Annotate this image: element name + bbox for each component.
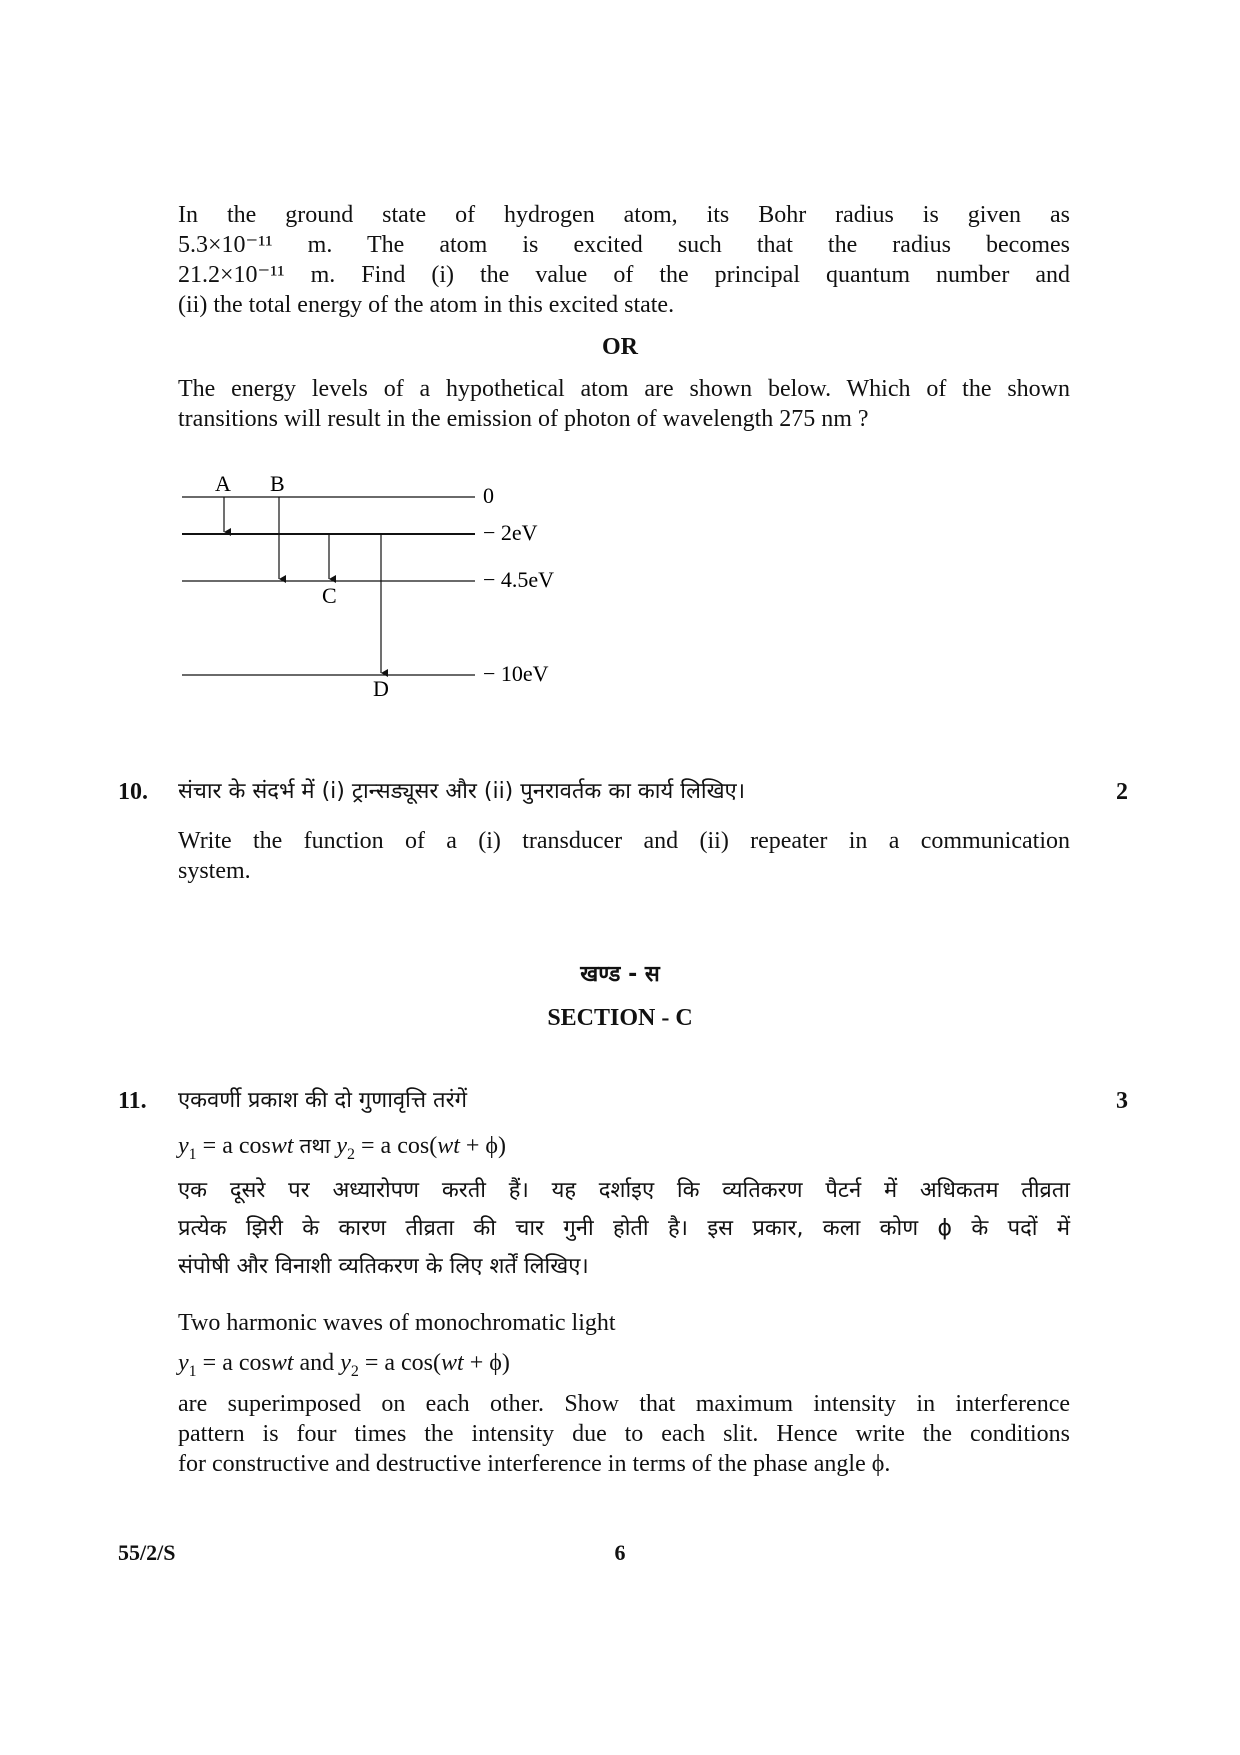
q11-hindi-line: एक दूसरे पर अध्यारोपण करती हैं। यह दर्शाइए कि व्यतिकरण पैटर्न में अधिकतम तीव्रता xyxy=(178,1178,1070,1203)
q9-line: (ii) the total energy of the atom in this excited state. xyxy=(178,292,675,318)
paper-code: 55/2/S xyxy=(118,1540,176,1565)
q11-line: are superimposed on each other. Show that maximum intensity in interference xyxy=(178,1391,1070,1417)
q9-alt-line: The energy levels of a hypothetical atom are shown below. Which of the shown xyxy=(178,376,1070,402)
energy-level-label: 0 xyxy=(483,483,494,508)
formula-join-english: and xyxy=(299,1350,335,1376)
section-heading: SECTION - C xyxy=(547,1005,693,1031)
transition-label-c: C xyxy=(322,583,337,608)
q9-alt-line: transitions will result in the emission of photon of wavelength 275 nm ? xyxy=(178,406,869,432)
q11-formula-english: $y_1 = a$ coswt and $y_2 = a$ cos(wt + ϕ) xyxy=(178,1350,510,1380)
section-heading-hindi: खण्ड - स xyxy=(580,962,660,987)
q9-question-text xyxy=(178,200,1070,320)
formula-join-hindi: तथा xyxy=(299,1134,331,1158)
q10-marks: 2 xyxy=(1116,779,1128,805)
q9-line: In the ground state of hydrogen atom, its Bohr radius is given as xyxy=(178,202,1070,228)
q9-line: 5.3×10⁻¹¹ m. The atom is excited such that the radius becomes xyxy=(178,232,1070,258)
q11-hindi-title: एकवर्णी प्रकाश की दो गुणावृत्ति तरंगें xyxy=(178,1088,467,1113)
q11-hindi-text xyxy=(178,1172,1070,1286)
q10-line: Write the function of a (i) transducer and (ii) repeater in a communication xyxy=(178,828,1070,854)
energy-level-label: − 10eV xyxy=(483,661,549,686)
page-number: 6 xyxy=(614,1540,626,1565)
energy-level-diagram xyxy=(170,460,590,720)
or-heading: OR xyxy=(602,334,638,360)
transition-label-d: D xyxy=(373,676,389,701)
q11-hindi-line: संपोषी और विनाशी व्यतिकरण के लिए शर्तें लिखिए। xyxy=(178,1254,589,1279)
q11-line: pattern is four times the intensity due to each slit. Hence write the conditions xyxy=(178,1421,1070,1447)
q11-number: 11. xyxy=(118,1088,147,1114)
q11-english-title: Two harmonic waves of monochromatic light xyxy=(178,1310,616,1336)
transition-label-a: A xyxy=(215,471,231,496)
q10-line: system. xyxy=(178,858,251,884)
q9-line: 21.2×10⁻¹¹ m. Find (i) the value of the principal quantum number and xyxy=(178,262,1070,288)
q11-hindi-line: प्रत्येक झिरी के कारण तीव्रता की चार गुनी होती है। इस प्रकार, कला कोण ϕ के पदों में xyxy=(178,1216,1070,1241)
transition-label-b: B xyxy=(270,471,285,496)
energy-level-label: − 2eV xyxy=(483,520,538,545)
q11-marks: 3 xyxy=(1116,1088,1128,1114)
q11-line: for constructive and destructive interference in terms of the phase angle ϕ. xyxy=(178,1451,891,1477)
q10-hindi-text: संचार के संदर्भ में (i) ट्रान्सड्यूसर और (ii) पुनरावर्तक का कार्य लिखिए। xyxy=(178,779,746,804)
energy-level-label: − 4.5eV xyxy=(483,567,555,592)
q11-formula-hindi: $y_1 = a$ coswt तथा $y_2 = a$ cos(wt + ϕ) xyxy=(178,1133,507,1163)
q10-number: 10. xyxy=(118,779,148,805)
q10-english-text xyxy=(178,826,1070,886)
q11-english-text xyxy=(178,1389,1070,1479)
q9-alt-question-text xyxy=(178,374,1070,434)
